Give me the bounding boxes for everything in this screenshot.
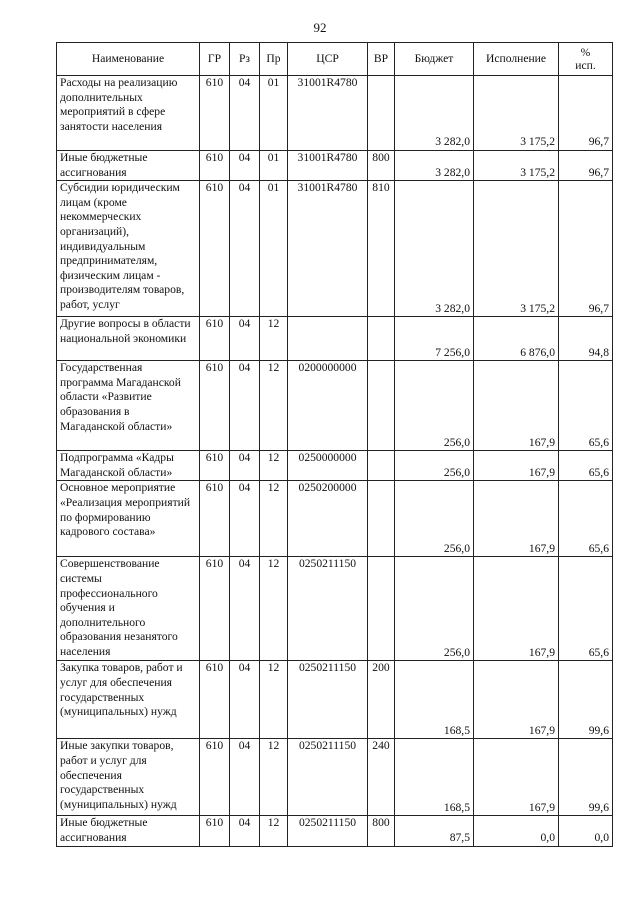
- row-gr: 610: [200, 557, 230, 661]
- row-name: Совершенствование системы профессионального обучения и дополнительного образования незанятого населения: [57, 557, 200, 661]
- row-percent: 99,6: [559, 739, 613, 816]
- row-rz: 04: [230, 76, 260, 151]
- table-row: [57, 451, 613, 481]
- row-percent: 99,6: [559, 661, 613, 739]
- row-vr: 810: [368, 181, 395, 317]
- row-execution: 0,0: [474, 816, 559, 846]
- row-pr: 01: [260, 151, 288, 181]
- row-rz: 04: [230, 181, 260, 317]
- row-execution: 167,9: [474, 739, 559, 816]
- row-vr: [368, 481, 395, 557]
- row-execution: 3 175,2: [474, 76, 559, 151]
- header-percent: % исп.: [559, 43, 613, 76]
- row-percent: 96,7: [559, 181, 613, 317]
- row-pr: 12: [260, 481, 288, 557]
- table-row: [57, 317, 613, 361]
- row-pr: 12: [260, 816, 288, 846]
- row-pr: 12: [260, 361, 288, 451]
- row-vr: [368, 361, 395, 451]
- row-rz: 04: [230, 361, 260, 451]
- header-csr: ЦСР: [288, 43, 368, 76]
- row-budget: 168,5: [395, 661, 474, 739]
- row-budget: 168,5: [395, 739, 474, 816]
- row-name: Закупка товаров, работ и услуг для обеспечения государственных (муниципальных) нужд: [57, 661, 200, 739]
- header-execution: Исполнение: [474, 43, 559, 76]
- row-csr: 0250211150: [288, 661, 368, 739]
- header-name: Наименование: [57, 43, 200, 76]
- row-vr: [368, 317, 395, 361]
- table-row: [57, 557, 613, 661]
- row-vr: [368, 451, 395, 481]
- header-gr: ГР: [200, 43, 230, 76]
- row-name: Подпрограмма «Кадры Магаданской области»: [57, 451, 200, 481]
- header-vr: ВР: [368, 43, 395, 76]
- row-name: Другие вопросы в области национальной экономики: [57, 317, 200, 361]
- row-vr: 800: [368, 816, 395, 846]
- row-pr: 01: [260, 181, 288, 317]
- row-csr: 31001R4780: [288, 151, 368, 181]
- row-pr: 12: [260, 661, 288, 739]
- row-rz: 04: [230, 739, 260, 816]
- row-gr: 610: [200, 181, 230, 317]
- row-gr: 610: [200, 481, 230, 557]
- row-rz: 04: [230, 816, 260, 846]
- row-gr: 610: [200, 816, 230, 846]
- row-percent: 94,8: [559, 317, 613, 361]
- row-rz: 04: [230, 317, 260, 361]
- row-execution: 3 175,2: [474, 181, 559, 317]
- row-vr: [368, 76, 395, 151]
- row-csr: 0250200000: [288, 481, 368, 557]
- row-percent: 65,6: [559, 557, 613, 661]
- row-gr: 610: [200, 361, 230, 451]
- row-rz: 04: [230, 481, 260, 557]
- row-budget: 256,0: [395, 557, 474, 661]
- row-gr: 610: [200, 317, 230, 361]
- row-csr: 0250211150: [288, 739, 368, 816]
- row-name: Иные бюджетные ассигнования: [57, 151, 200, 181]
- row-budget: 7 256,0: [395, 317, 474, 361]
- row-execution: 167,9: [474, 451, 559, 481]
- row-csr: [288, 317, 368, 361]
- row-pr: 01: [260, 76, 288, 151]
- header-pr: Пр: [260, 43, 288, 76]
- row-percent: 96,7: [559, 76, 613, 151]
- page-number: 92: [313, 20, 327, 35]
- row-rz: 04: [230, 661, 260, 739]
- header-rz: Рз: [230, 43, 260, 76]
- row-pr: 12: [260, 739, 288, 816]
- header-budget: Бюджет: [395, 43, 474, 76]
- row-execution: 167,9: [474, 361, 559, 451]
- table-row: [57, 151, 613, 181]
- row-percent: 0,0: [559, 816, 613, 846]
- row-vr: [368, 557, 395, 661]
- row-vr: 240: [368, 739, 395, 816]
- table-row: [57, 181, 613, 317]
- row-execution: 167,9: [474, 661, 559, 739]
- row-name: Субсидии юридическим лицам (кроме некоммерческих организаций), индивидуальным предпринимателям, физическим лицам - производителям товаров, работ, услуг: [57, 181, 200, 317]
- table-row: [57, 481, 613, 557]
- table-row: [57, 661, 613, 739]
- row-vr: 200: [368, 661, 395, 739]
- row-csr: 0250211150: [288, 816, 368, 846]
- budget-execution-table: [56, 42, 613, 847]
- row-vr: 800: [368, 151, 395, 181]
- row-execution: 6 876,0: [474, 317, 559, 361]
- row-pr: 12: [260, 557, 288, 661]
- row-gr: 610: [200, 661, 230, 739]
- row-name: Основное мероприятие «Реализация мероприятий по формированию кадрового состава»: [57, 481, 200, 557]
- row-csr: 0250211150: [288, 557, 368, 661]
- row-csr: 0200000000: [288, 361, 368, 451]
- row-budget: 256,0: [395, 361, 474, 451]
- row-pr: 12: [260, 317, 288, 361]
- row-percent: 65,6: [559, 451, 613, 481]
- row-budget: 3 282,0: [395, 151, 474, 181]
- row-execution: 167,9: [474, 557, 559, 661]
- table-row: [57, 739, 613, 816]
- row-percent: 65,6: [559, 481, 613, 557]
- table-header-row: [57, 43, 613, 76]
- row-execution: 167,9: [474, 481, 559, 557]
- row-name: Государственная программа Магаданской области «Развитие образования в Магаданской области»: [57, 361, 200, 451]
- row-execution: 3 175,2: [474, 151, 559, 181]
- row-budget: 3 282,0: [395, 76, 474, 151]
- table-row: [57, 76, 613, 151]
- row-name: Расходы на реализацию дополнительных мероприятий в сфере занятости населения: [57, 76, 200, 151]
- table-row: [57, 361, 613, 451]
- row-gr: 610: [200, 739, 230, 816]
- row-rz: 04: [230, 151, 260, 181]
- row-budget: 3 282,0: [395, 181, 474, 317]
- row-percent: 96,7: [559, 151, 613, 181]
- row-percent: 65,6: [559, 361, 613, 451]
- row-rz: 04: [230, 451, 260, 481]
- row-csr: 0250000000: [288, 451, 368, 481]
- row-rz: 04: [230, 557, 260, 661]
- row-budget: 256,0: [395, 481, 474, 557]
- row-pr: 12: [260, 451, 288, 481]
- row-csr: 31001R4780: [288, 181, 368, 317]
- table-row: [57, 816, 613, 846]
- row-budget: 256,0: [395, 451, 474, 481]
- row-gr: 610: [200, 451, 230, 481]
- row-name: Иные закупки товаров, работ и услуг для обеспечения государственных (муниципальных) нужд: [57, 739, 200, 816]
- row-name: Иные бюджетные ассигнования: [57, 816, 200, 846]
- row-gr: 610: [200, 76, 230, 151]
- row-csr: 31001R4780: [288, 76, 368, 151]
- row-budget: 87,5: [395, 816, 474, 846]
- row-gr: 610: [200, 151, 230, 181]
